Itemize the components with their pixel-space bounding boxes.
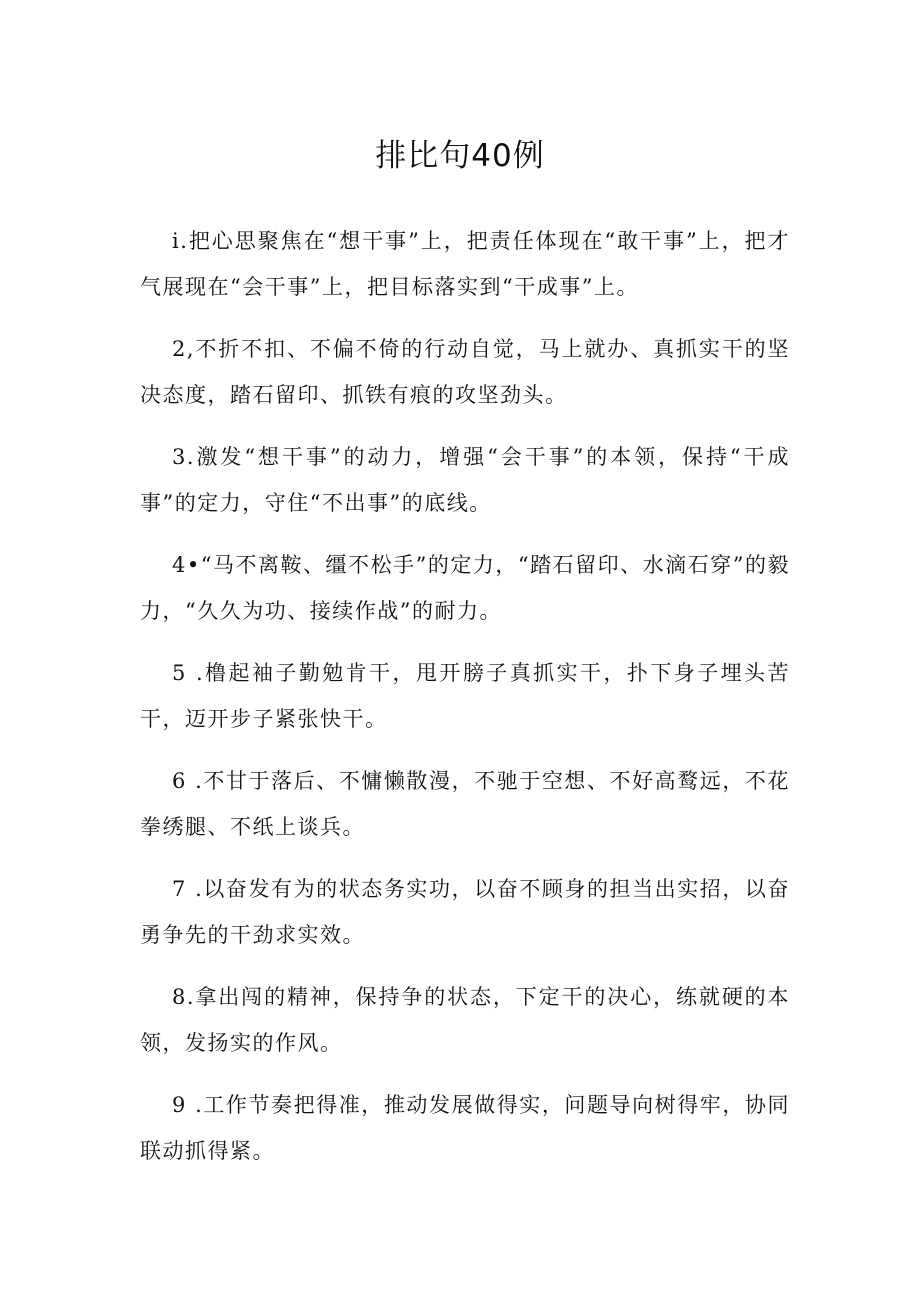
paragraph-3: 3.激发“想干事”的动力，增强“会干事”的本领，保持“干成事”的定力，守住“不出事”的底线。 (140, 445, 790, 515)
paragraph-8: 8.拿出闯的精神，保持争的状态，下定干的决心，练就硬的本领，发扬实的作风。 (140, 985, 790, 1055)
paragraph-9: 9 .工作节奏把得准，推动发展做得实，问题导向树得牢，协同联动抓得紧。 (140, 1093, 790, 1163)
document-body (140, 218, 790, 1190)
document-title: 排比句40例 (375, 138, 545, 174)
paragraph-6: 6 .不甘于落后、不慵懒散漫，不驰于空想、不好高鹜远，不花拳绣腿、不纸上谈兵。 (140, 769, 790, 839)
paragraph-5: 5 .橹起袖子勤勉肯干，甩开膀子真抓实干，扑下身子埋头苦干，迈开步子紧张快干。 (140, 661, 790, 731)
paragraph-7: 7 .以奋发有为的状态务实功，以奋不顾身的担当出实招，以奋勇争先的干劲求实效。 (140, 877, 790, 947)
paragraph-2: 2,不折不扣、不偏不倚的行动自觉，马上就办、真抓实干的坚决态度，踏石留印、抓铁有痕的攻坚劲头。 (140, 337, 790, 407)
paragraph-1: i.把心思聚焦在“想干事”上，把责任体现在“敢干事”上，把才气展现在“会干事”上，把目标落实到“干成事”上。 (140, 229, 790, 299)
paragraph-4: 4•“马不离鞍、缰不松手”的定力，“踏石留印、水滴石穿”的毅力，“久久为功、接续作战”的耐力。 (140, 553, 790, 623)
